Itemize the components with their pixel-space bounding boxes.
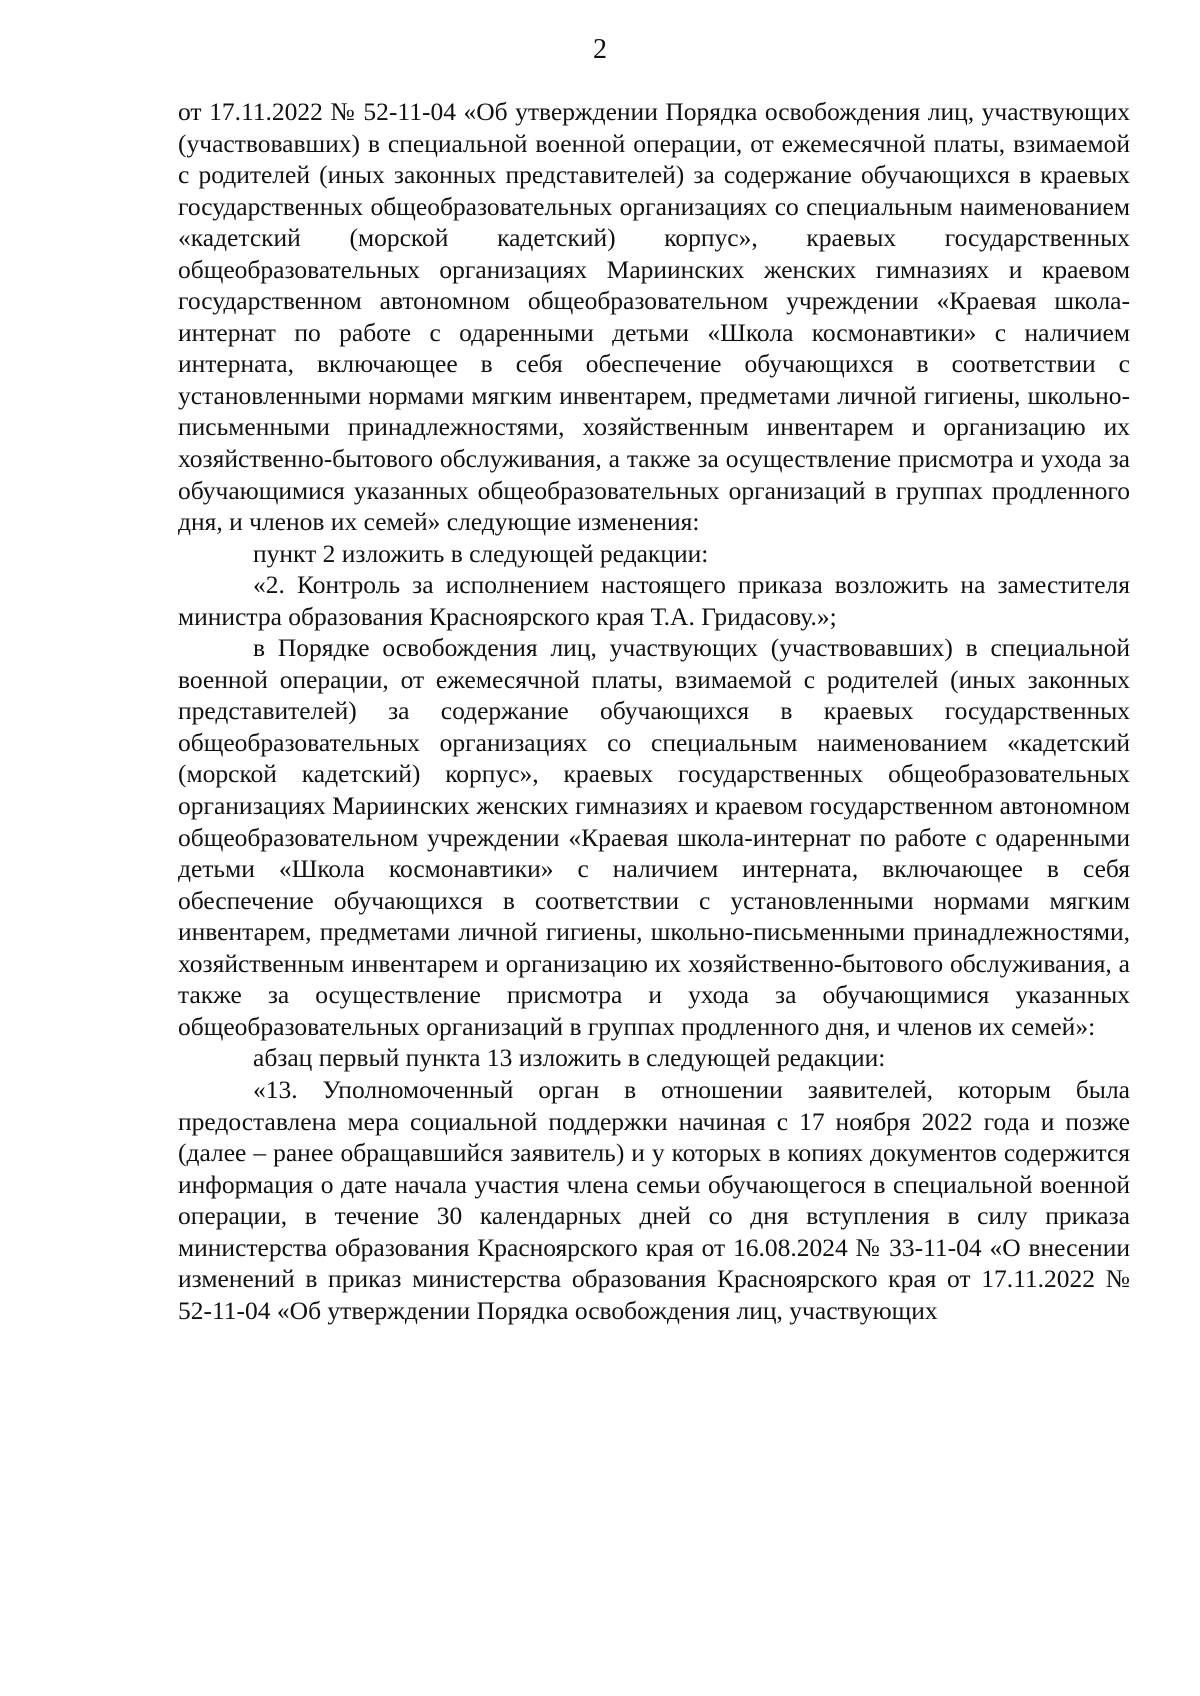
paragraph-intro: от 17.11.2022 № 52-11-04 «Об утверждении Порядка освобождения лиц, участвующих (участвовавших) в специальной военной операции, от ежемесячной платы, взимаемой с родителей (иных законных представителей) за содержание обучающихся в краевых государственных общеобразовательных организациях со специальным наименованием «кадетский (морской кадетский) корпус», краевых государственных общеобразовательных организациях Мариинских женских гимназиях и краевом государственном автономном общеобразовательном учреждении «Краевая школа-интернат по работе с одаренными детьми «Школа космонавтики» с наличием интерната, включающее в себя обеспечение обучающихся в соответствии с установленными нормами мягким инвентарем, предметами личной гигиены, школьно-письменными принадлежностями, хозяйственным инвентарем и организацию их хозяйственно-бытового обслуживания, а также за осуществление присмотра и ухода за обучающимися указанных общеобразовательных организаций в группах продленного дня, и членов их семей» следующие изменения:: [178, 97, 1130, 537]
paragraph-point-13-new-text: «13. Уполномоченный орган в отношении заявителей, которым была предоставлена мера социальной поддержки начиная с 17 ноября 2022 года и позже (далее – ранее обращавшийся заявитель) и у которых в копиях документов содержится информация о дате начала участия члена семьи обучающегося в специальной военной операции, в течение 30 календарных дней со дня вступления в силу приказа министерства образования Красноярского края от 16.08.2024 № 33-11-04 «О внесении изменений в приказ министерства образования Красноярского края от 17.11.2022 № 52-11-04 «Об утверждении Порядка освобождения лиц, участвующих: [178, 1074, 1130, 1325]
paragraph-procedure-amendment: в Порядке освобождения лиц, участвующих (участвовавших) в специальной военной операции, от ежемесячной платы, взимаемой с родителей (иных законных представителей) за содержание обучающихся в краевых государственных общеобразовательных организациях со специальным наименованием «кадетский (морской кадетский) корпус», краевых государственных общеобразовательных организациях Мариинских женских гимназиях и краевом государственном автономном общеобразовательном учреждении «Краевая школа-интернат по работе с одаренными детьми «Школа космонавтики» с наличием интерната, включающее в себя обеспечение обучающихся в соответствии с установленными нормами мягким инвентарем, предметами личной гигиены, школьно-письменными принадлежностями, хозяйственным инвентарем и организацию их хозяйственно-бытового обслуживания, а также за осуществление присмотра и ухода за обучающимися указанных общеобразовательных организаций в группах продленного дня, и членов их семей»:: [178, 633, 1130, 1041]
paragraph-point-2-instruction: пункт 2 изложить в следующей редакции:: [253, 538, 709, 568]
document-body: [178, 96, 1130, 1326]
paragraph-point-2-new-text: «2. Контроль за исполнением настоящего приказа возложить на заместителя министра образования Красноярского края Т.А. Гридасову.»;: [178, 570, 1130, 631]
page-number: 2: [593, 34, 607, 65]
paragraph-point-13-instruction: абзац первый пункта 13 изложить в следующей редакции:: [253, 1043, 886, 1073]
